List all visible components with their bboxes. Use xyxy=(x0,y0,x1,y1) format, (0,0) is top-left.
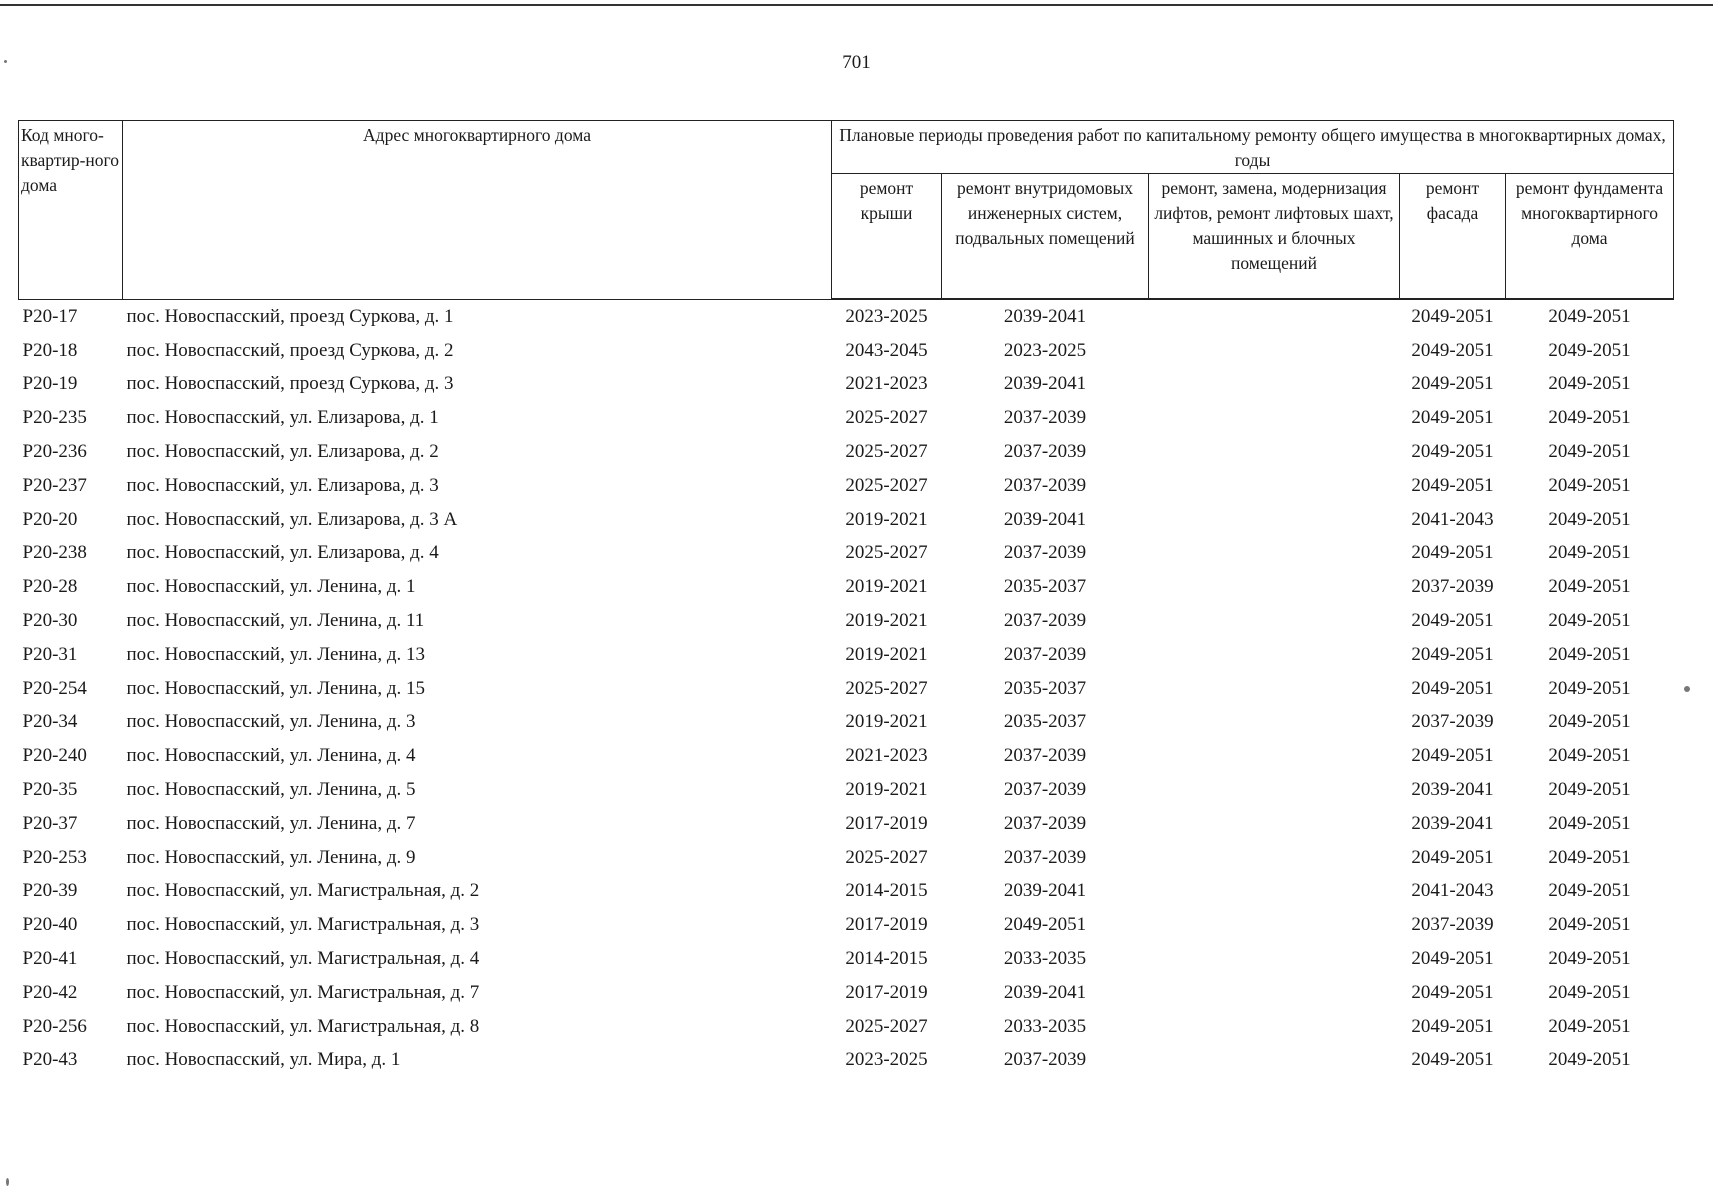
table-row xyxy=(19,1010,1674,1044)
table-row xyxy=(19,739,1674,773)
cell-systems-period: 2037-2039 xyxy=(1003,407,1087,429)
cell-systems-period: 2039-2041 xyxy=(1003,880,1087,902)
cell-facade-period: 2049-2051 xyxy=(1411,305,1494,327)
cell-systems-period: 2037-2039 xyxy=(1003,1049,1087,1071)
header-lifts: ремонт, замена, модернизация лифтов, ремонт лифтовых шахт, машинных и блочных помещений xyxy=(1149,174,1400,300)
cell-code: Р20-31 xyxy=(22,643,78,665)
cell-facade-period: 2037-2039 xyxy=(1411,576,1494,598)
table-row xyxy=(19,638,1674,672)
cell-facade-period: 2049-2051 xyxy=(1411,441,1494,463)
cell-systems-period: 2037-2039 xyxy=(1003,745,1087,767)
cell-facade-period: 2049-2051 xyxy=(1411,407,1494,429)
cell-lifts-period xyxy=(1149,1044,1400,1078)
header-address: Адрес многоквартирного дома xyxy=(123,121,832,300)
cell-systems-period: 2023-2025 xyxy=(1003,339,1087,361)
cell-lifts-period xyxy=(1149,435,1400,469)
cell-address: пос. Новоспасский, ул. Магистральная, д. 7 xyxy=(126,981,480,1003)
cell-foundation-period: 2049-2051 xyxy=(1548,576,1631,598)
cell-systems-period: 2037-2039 xyxy=(1003,474,1087,496)
cell-code: Р20-30 xyxy=(22,610,78,632)
cell-lifts-period xyxy=(1149,908,1400,942)
cell-code: Р20-43 xyxy=(22,1049,78,1071)
cell-foundation-period: 2049-2051 xyxy=(1548,305,1631,327)
cell-foundation-period: 2049-2051 xyxy=(1548,981,1631,1003)
table-row xyxy=(19,299,1674,334)
cell-address: пос. Новоспасский, ул. Мира, д. 1 xyxy=(126,1049,401,1071)
cell-facade-period: 2049-2051 xyxy=(1411,981,1494,1003)
cell-foundation-period: 2049-2051 xyxy=(1548,914,1631,936)
cell-roof-period: 2017-2019 xyxy=(845,981,928,1003)
cell-roof-period: 2019-2021 xyxy=(845,779,928,801)
cell-facade-period: 2041-2043 xyxy=(1411,508,1494,530)
cell-facade-period: 2049-2051 xyxy=(1411,1015,1494,1037)
header-periods-group: Плановые периоды проведения работ по капитальному ремонту общего имущества в многоквартирных домах, годы xyxy=(832,121,1674,174)
cell-roof-period: 2014-2015 xyxy=(845,880,928,902)
cell-roof-period: 2014-2015 xyxy=(845,948,928,970)
header-roof: ремонт крыши xyxy=(832,174,942,300)
cell-code: Р20-41 xyxy=(22,948,78,970)
cell-facade-period: 2049-2051 xyxy=(1411,1049,1494,1071)
cell-lifts-period xyxy=(1149,469,1400,503)
cell-roof-period: 2025-2027 xyxy=(845,542,928,564)
cell-lifts-period xyxy=(1149,503,1400,537)
cell-address: пос. Новоспасский, ул. Магистральная, д. 8 xyxy=(126,1015,480,1037)
table-row xyxy=(19,537,1674,571)
cell-code: Р20-39 xyxy=(22,880,78,902)
cell-address: пос. Новоспасский, ул. Ленина, д. 13 xyxy=(126,643,426,665)
cell-address: пос. Новоспасский, ул. Магистральная, д. 3 xyxy=(126,914,480,936)
cell-code: Р20-28 xyxy=(22,576,78,598)
cell-foundation-period: 2049-2051 xyxy=(1548,339,1631,361)
capital-repair-schedule-table xyxy=(18,120,1674,1077)
cell-roof-period: 2019-2021 xyxy=(845,711,928,733)
table-row xyxy=(19,604,1674,638)
table-row xyxy=(19,841,1674,875)
cell-facade-period: 2049-2051 xyxy=(1411,542,1494,564)
cell-code: Р20-19 xyxy=(22,373,78,395)
cell-code: Р20-237 xyxy=(22,474,87,496)
cell-facade-period: 2049-2051 xyxy=(1411,373,1494,395)
cell-foundation-period: 2049-2051 xyxy=(1548,948,1631,970)
cell-address: пос. Новоспасский, проезд Суркова, д. 1 xyxy=(126,305,454,327)
cell-lifts-period xyxy=(1149,976,1400,1010)
cell-foundation-period: 2049-2051 xyxy=(1548,677,1631,699)
scan-speck xyxy=(1684,686,1690,692)
table-row xyxy=(19,1044,1674,1078)
cell-address: пос. Новоспасский, ул. Елизарова, д. 3 xyxy=(126,474,439,496)
page-number: 701 xyxy=(842,52,871,73)
cell-roof-period: 2019-2021 xyxy=(845,508,928,530)
table-row xyxy=(19,469,1674,503)
cell-facade-period: 2039-2041 xyxy=(1411,779,1494,801)
cell-foundation-period: 2049-2051 xyxy=(1548,542,1631,564)
cell-code: Р20-254 xyxy=(22,677,87,699)
cell-address: пос. Новоспасский, ул. Ленина, д. 4 xyxy=(126,745,416,767)
table-row xyxy=(19,435,1674,469)
cell-systems-period: 2039-2041 xyxy=(1003,373,1087,395)
cell-facade-period: 2049-2051 xyxy=(1411,474,1494,496)
cell-address: пос. Новоспасский, ул. Елизарова, д. 4 xyxy=(126,542,439,564)
cell-roof-period: 2019-2021 xyxy=(845,610,928,632)
cell-lifts-period xyxy=(1149,739,1400,773)
cell-foundation-period: 2049-2051 xyxy=(1548,779,1631,801)
cell-facade-period: 2049-2051 xyxy=(1411,846,1494,868)
cell-lifts-period xyxy=(1149,706,1400,740)
cell-systems-period: 2033-2035 xyxy=(1003,948,1087,970)
table-row xyxy=(19,807,1674,841)
cell-systems-period: 2037-2039 xyxy=(1003,441,1087,463)
cell-lifts-period xyxy=(1149,401,1400,435)
cell-code: Р20-253 xyxy=(22,846,87,868)
cell-foundation-period: 2049-2051 xyxy=(1548,880,1631,902)
cell-roof-period: 2043-2045 xyxy=(845,339,928,361)
cell-systems-period: 2037-2039 xyxy=(1003,812,1087,834)
cell-address: пос. Новоспасский, ул. Ленина, д. 15 xyxy=(126,677,426,699)
cell-facade-period: 2049-2051 xyxy=(1411,948,1494,970)
cell-address: пос. Новоспасский, ул. Магистральная, д. 4 xyxy=(126,948,480,970)
cell-foundation-period: 2049-2051 xyxy=(1548,474,1631,496)
cell-systems-period: 2033-2035 xyxy=(1003,1015,1087,1037)
cell-facade-period: 2037-2039 xyxy=(1411,914,1494,936)
cell-address: пос. Новоспасский, ул. Ленина, д. 5 xyxy=(126,779,416,801)
header-code: Код много-квартир-ного дома xyxy=(19,121,123,300)
cell-code: Р20-235 xyxy=(22,407,87,429)
cell-lifts-period xyxy=(1149,368,1400,402)
cell-code: Р20-17 xyxy=(22,305,78,327)
cell-facade-period: 2041-2043 xyxy=(1411,880,1494,902)
cell-foundation-period: 2049-2051 xyxy=(1548,1015,1631,1037)
cell-code: Р20-240 xyxy=(22,745,87,767)
scan-speck xyxy=(6,1178,9,1186)
scan-speck xyxy=(4,60,7,63)
table-row xyxy=(19,706,1674,740)
cell-lifts-period xyxy=(1149,942,1400,976)
header-facade: ремонт фасада xyxy=(1400,174,1506,300)
cell-systems-period: 2037-2039 xyxy=(1003,643,1087,665)
cell-foundation-period: 2049-2051 xyxy=(1548,711,1631,733)
cell-lifts-period xyxy=(1149,537,1400,571)
cell-facade-period: 2049-2051 xyxy=(1411,643,1494,665)
cell-systems-period: 2037-2039 xyxy=(1003,846,1087,868)
header-systems: ремонт внутридомовых инженерных систем, подвальных помещений xyxy=(942,174,1149,300)
cell-roof-period: 2017-2019 xyxy=(845,812,928,834)
cell-lifts-period xyxy=(1149,841,1400,875)
table-row xyxy=(19,773,1674,807)
cell-systems-period: 2039-2041 xyxy=(1003,508,1087,530)
cell-address: пос. Новоспасский, ул. Елизарова, д. 3 А xyxy=(126,508,458,530)
cell-systems-period: 2035-2037 xyxy=(1003,576,1087,598)
cell-roof-period: 2017-2019 xyxy=(845,914,928,936)
cell-address: пос. Новоспасский, ул. Елизарова, д. 1 xyxy=(126,407,439,429)
cell-code: Р20-37 xyxy=(22,812,78,834)
cell-address: пос. Новоспасский, ул. Ленина, д. 11 xyxy=(126,610,425,632)
cell-address: пос. Новоспасский, проезд Суркова, д. 2 xyxy=(126,339,454,361)
table-row xyxy=(19,942,1674,976)
cell-facade-period: 2049-2051 xyxy=(1411,610,1494,632)
table-row xyxy=(19,334,1674,368)
cell-lifts-period xyxy=(1149,773,1400,807)
table-row xyxy=(19,570,1674,604)
cell-address: пос. Новоспасский, ул. Ленина, д. 1 xyxy=(126,576,416,598)
cell-lifts-period xyxy=(1149,638,1400,672)
cell-code: Р20-256 xyxy=(22,1015,87,1037)
cell-foundation-period: 2049-2051 xyxy=(1548,441,1631,463)
table-row xyxy=(19,368,1674,402)
cell-lifts-period xyxy=(1149,570,1400,604)
cell-facade-period: 2037-2039 xyxy=(1411,711,1494,733)
cell-systems-period: 2035-2037 xyxy=(1003,677,1087,699)
cell-roof-period: 2025-2027 xyxy=(845,1015,928,1037)
cell-systems-period: 2039-2041 xyxy=(1003,981,1087,1003)
schedule-table-container xyxy=(18,120,1673,1077)
cell-roof-period: 2025-2027 xyxy=(845,474,928,496)
cell-foundation-period: 2049-2051 xyxy=(1548,407,1631,429)
cell-systems-period: 2037-2039 xyxy=(1003,542,1087,564)
cell-foundation-period: 2049-2051 xyxy=(1548,1049,1631,1071)
cell-roof-period: 2025-2027 xyxy=(845,407,928,429)
cell-foundation-period: 2049-2051 xyxy=(1548,846,1631,868)
cell-systems-period: 2035-2037 xyxy=(1003,711,1087,733)
cell-code: Р20-34 xyxy=(22,711,78,733)
cell-roof-period: 2025-2027 xyxy=(845,441,928,463)
cell-systems-period: 2037-2039 xyxy=(1003,779,1087,801)
cell-code: Р20-236 xyxy=(22,441,87,463)
cell-address: пос. Новоспасский, ул. Ленина, д. 9 xyxy=(126,846,416,868)
table-row xyxy=(19,503,1674,537)
table-row xyxy=(19,401,1674,435)
cell-foundation-period: 2049-2051 xyxy=(1548,643,1631,665)
cell-code: Р20-40 xyxy=(22,914,78,936)
cell-address: пос. Новоспасский, ул. Елизарова, д. 2 xyxy=(126,441,439,463)
cell-code: Р20-238 xyxy=(22,542,87,564)
cell-lifts-period xyxy=(1149,875,1400,909)
cell-roof-period: 2025-2027 xyxy=(845,846,928,868)
cell-roof-period: 2021-2023 xyxy=(845,745,928,767)
cell-code: Р20-18 xyxy=(22,339,78,361)
cell-code: Р20-35 xyxy=(22,779,78,801)
cell-address: пос. Новоспасский, ул. Ленина, д. 7 xyxy=(126,812,416,834)
cell-lifts-period xyxy=(1149,604,1400,638)
cell-systems-period: 2037-2039 xyxy=(1003,610,1087,632)
top-rule xyxy=(0,4,1713,6)
cell-facade-period: 2049-2051 xyxy=(1411,745,1494,767)
cell-roof-period: 2025-2027 xyxy=(845,677,928,699)
cell-facade-period: 2049-2051 xyxy=(1411,677,1494,699)
cell-address: пос. Новоспасский, проезд Суркова, д. 3 xyxy=(126,373,454,395)
cell-foundation-period: 2049-2051 xyxy=(1548,745,1631,767)
cell-lifts-period xyxy=(1149,807,1400,841)
cell-systems-period: 2039-2041 xyxy=(1003,305,1087,327)
table-row xyxy=(19,976,1674,1010)
cell-foundation-period: 2049-2051 xyxy=(1548,373,1631,395)
cell-address: пос. Новоспасский, ул. Магистральная, д. 2 xyxy=(126,880,480,902)
table-row xyxy=(19,672,1674,706)
cell-foundation-period: 2049-2051 xyxy=(1548,812,1631,834)
cell-code: Р20-42 xyxy=(22,981,78,1003)
cell-facade-period: 2039-2041 xyxy=(1411,812,1494,834)
table-row xyxy=(19,908,1674,942)
cell-address: пос. Новоспасский, ул. Ленина, д. 3 xyxy=(126,711,416,733)
cell-lifts-period xyxy=(1149,1010,1400,1044)
cell-roof-period: 2019-2021 xyxy=(845,643,928,665)
cell-foundation-period: 2049-2051 xyxy=(1548,508,1631,530)
cell-systems-period: 2049-2051 xyxy=(1003,914,1087,936)
cell-lifts-period xyxy=(1149,299,1400,334)
cell-roof-period: 2023-2025 xyxy=(845,1049,928,1071)
cell-facade-period: 2049-2051 xyxy=(1411,339,1494,361)
cell-code: Р20-20 xyxy=(22,508,78,530)
table-body xyxy=(19,299,1674,1077)
cell-lifts-period xyxy=(1149,334,1400,368)
cell-roof-period: 2019-2021 xyxy=(845,576,928,598)
header-foundation: ремонт фундамента многоквартирного дома xyxy=(1506,174,1674,300)
cell-lifts-period xyxy=(1149,672,1400,706)
cell-foundation-period: 2049-2051 xyxy=(1548,610,1631,632)
cell-roof-period: 2021-2023 xyxy=(845,373,928,395)
cell-roof-period: 2023-2025 xyxy=(845,305,928,327)
table-row xyxy=(19,875,1674,909)
